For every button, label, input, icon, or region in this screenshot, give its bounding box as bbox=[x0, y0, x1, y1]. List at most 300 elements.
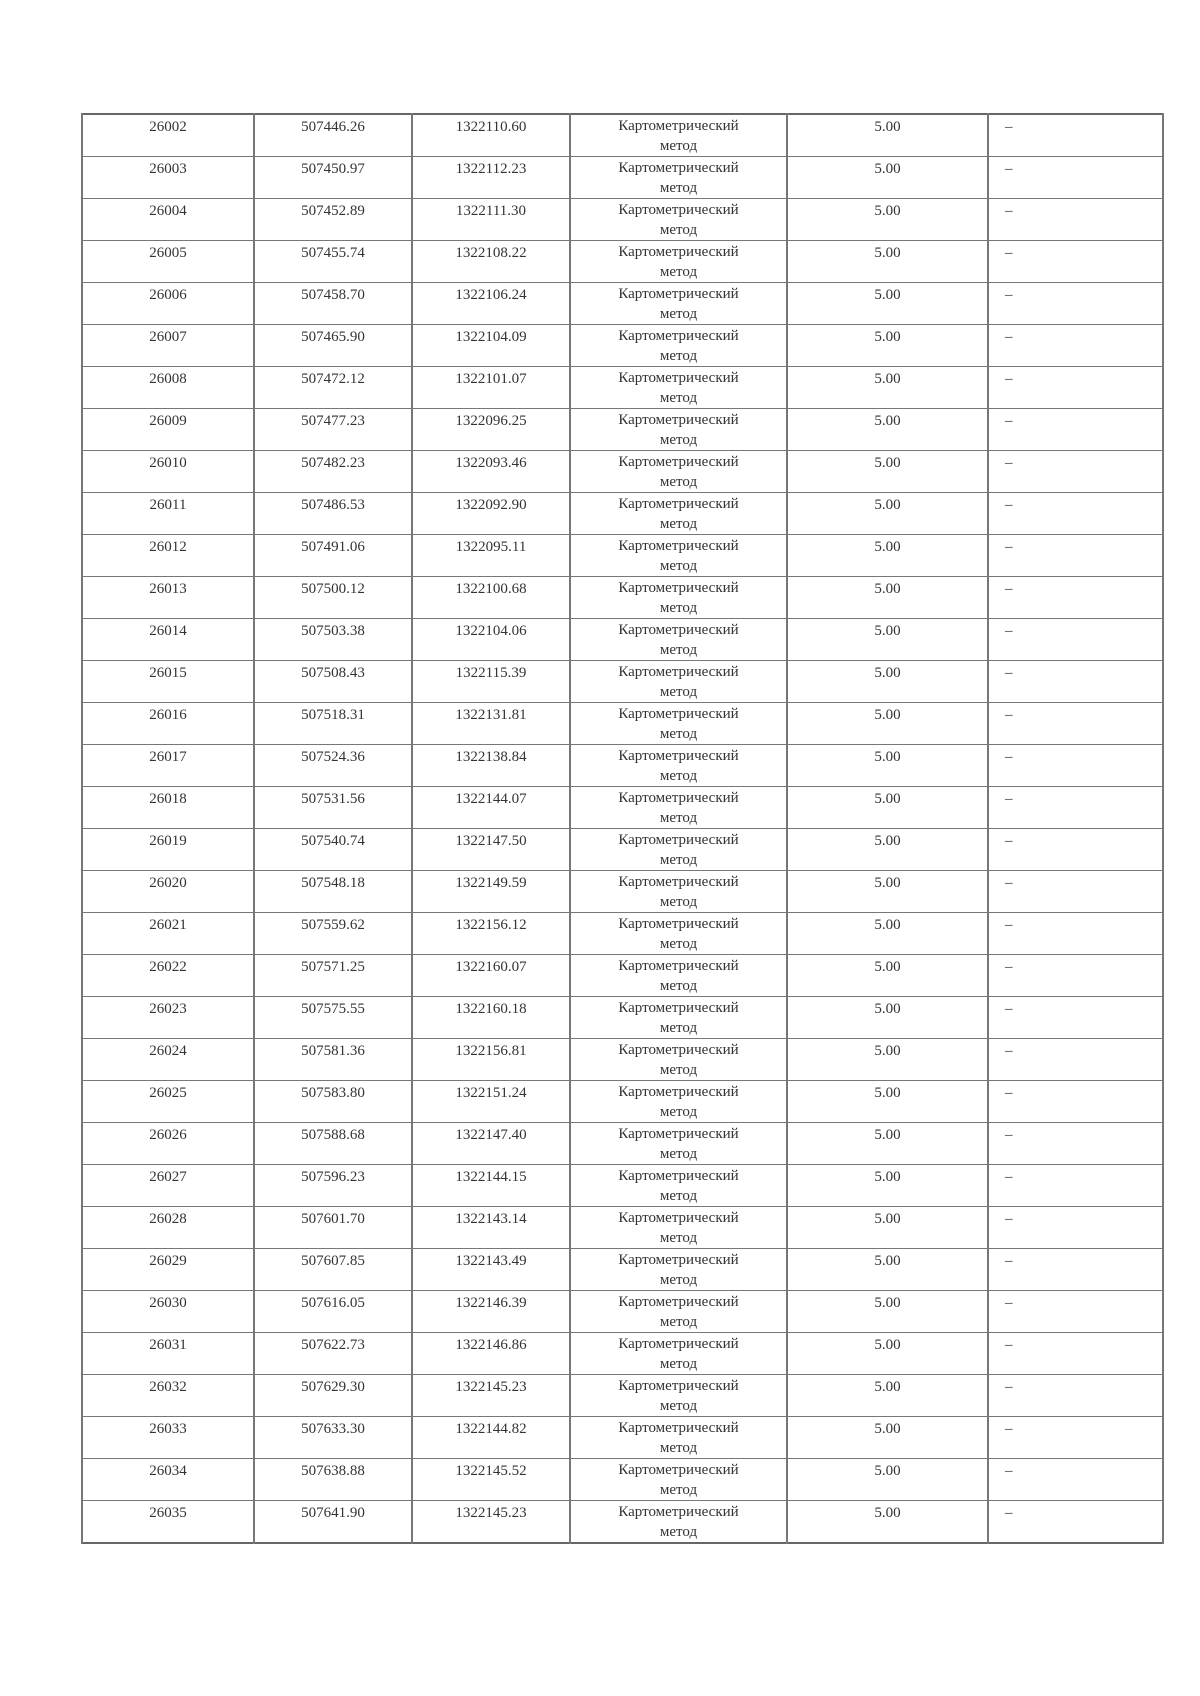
note-value: – bbox=[1005, 875, 1013, 891]
method-line-2: метод bbox=[659, 936, 698, 952]
accuracy-value: 5.00 bbox=[874, 875, 901, 891]
accuracy-value: 5.00 bbox=[874, 413, 901, 429]
method-cell bbox=[570, 1081, 787, 1123]
method-line-1: Картометрический bbox=[618, 1042, 739, 1058]
accuracy-value: 5.00 bbox=[874, 455, 901, 471]
method-line-1: Картометрический bbox=[618, 706, 739, 722]
note-value: – bbox=[1005, 1043, 1013, 1059]
x-coordinate-cell bbox=[254, 619, 412, 661]
y-coordinate: 1322145.23 bbox=[455, 1505, 527, 1521]
method-line-1: Картометрический bbox=[618, 412, 739, 428]
accuracy-cell bbox=[787, 619, 988, 661]
point-number: 26028 bbox=[149, 1211, 187, 1227]
note-value: – bbox=[1005, 329, 1013, 345]
y-coordinate: 1322146.39 bbox=[455, 1295, 527, 1311]
x-coordinate: 507450.97 bbox=[301, 161, 365, 177]
accuracy-cell bbox=[787, 114, 988, 157]
point-number-cell bbox=[82, 703, 254, 745]
point-number-cell bbox=[82, 1039, 254, 1081]
method-cell bbox=[570, 577, 787, 619]
accuracy-value: 5.00 bbox=[874, 497, 901, 513]
note-value: – bbox=[1005, 1085, 1013, 1101]
accuracy-value: 5.00 bbox=[874, 749, 901, 765]
x-coordinate: 507508.43 bbox=[301, 665, 365, 681]
note-cell bbox=[988, 114, 1163, 157]
point-number: 26013 bbox=[149, 581, 187, 597]
point-number-cell bbox=[82, 1375, 254, 1417]
accuracy-cell bbox=[787, 157, 988, 199]
method-cell bbox=[570, 829, 787, 871]
point-number: 26031 bbox=[149, 1337, 187, 1353]
method-cell bbox=[570, 661, 787, 703]
method-line-2: метод bbox=[659, 1146, 698, 1162]
x-coordinate: 507477.23 bbox=[301, 413, 365, 429]
method-line-2: метод bbox=[659, 1104, 698, 1120]
x-coordinate-cell bbox=[254, 325, 412, 367]
y-coordinate: 1322146.86 bbox=[455, 1337, 527, 1353]
note-value: – bbox=[1005, 1421, 1013, 1437]
method-cell bbox=[570, 787, 787, 829]
note-value: – bbox=[1005, 371, 1013, 387]
method-cell bbox=[570, 1333, 787, 1375]
x-coordinate: 507581.36 bbox=[301, 1043, 365, 1059]
note-cell bbox=[988, 577, 1163, 619]
note-cell bbox=[988, 1165, 1163, 1207]
x-coordinate-cell bbox=[254, 1207, 412, 1249]
point-number-cell bbox=[82, 325, 254, 367]
y-coordinate-cell bbox=[412, 325, 570, 367]
y-coordinate: 1322131.81 bbox=[455, 707, 527, 723]
point-number-cell bbox=[82, 451, 254, 493]
note-cell bbox=[988, 157, 1163, 199]
x-coordinate-cell bbox=[254, 451, 412, 493]
note-value: – bbox=[1005, 497, 1013, 513]
table-row bbox=[82, 997, 1163, 1039]
note-value: – bbox=[1005, 287, 1013, 303]
y-coordinate-cell bbox=[412, 1249, 570, 1291]
method-line-2: метод bbox=[659, 432, 698, 448]
table-row bbox=[82, 787, 1163, 829]
y-coordinate: 1322110.60 bbox=[455, 119, 527, 135]
x-coordinate: 507596.23 bbox=[301, 1169, 365, 1185]
y-coordinate: 1322095.11 bbox=[455, 539, 527, 555]
y-coordinate: 1322144.07 bbox=[455, 791, 527, 807]
method-cell bbox=[570, 997, 787, 1039]
x-coordinate-cell bbox=[254, 577, 412, 619]
accuracy-value: 5.00 bbox=[874, 1001, 901, 1017]
note-cell bbox=[988, 871, 1163, 913]
accuracy-value: 5.00 bbox=[874, 623, 901, 639]
method-cell bbox=[570, 367, 787, 409]
note-cell bbox=[988, 913, 1163, 955]
note-cell bbox=[988, 535, 1163, 577]
x-coordinate-cell bbox=[254, 1459, 412, 1501]
point-number: 26027 bbox=[149, 1169, 187, 1185]
method-line-2: метод bbox=[659, 264, 698, 280]
note-cell bbox=[988, 997, 1163, 1039]
x-coordinate-cell bbox=[254, 157, 412, 199]
point-number-cell bbox=[82, 1417, 254, 1459]
point-number-cell bbox=[82, 1459, 254, 1501]
accuracy-value: 5.00 bbox=[874, 539, 901, 555]
point-number: 26026 bbox=[149, 1127, 187, 1143]
accuracy-value: 5.00 bbox=[874, 833, 901, 849]
x-coordinate-cell bbox=[254, 1165, 412, 1207]
point-number-cell bbox=[82, 283, 254, 325]
method-line-2: метод bbox=[659, 726, 698, 742]
note-cell bbox=[988, 1459, 1163, 1501]
point-number: 26015 bbox=[149, 665, 187, 681]
method-line-2: метод bbox=[659, 1062, 698, 1078]
method-line-1: Картометрический bbox=[618, 1210, 739, 1226]
note-value: – bbox=[1005, 707, 1013, 723]
y-coordinate: 1322147.40 bbox=[455, 1127, 527, 1143]
y-coordinate-cell bbox=[412, 1291, 570, 1333]
x-coordinate: 507452.89 bbox=[301, 203, 365, 219]
accuracy-value: 5.00 bbox=[874, 1463, 901, 1479]
x-coordinate-cell bbox=[254, 745, 412, 787]
point-number: 26033 bbox=[149, 1421, 187, 1437]
method-line-2: метод bbox=[659, 138, 698, 154]
x-coordinate-cell bbox=[254, 997, 412, 1039]
method-line-1: Картометрический bbox=[618, 1252, 739, 1268]
method-line-2: метод bbox=[659, 1230, 698, 1246]
accuracy-value: 5.00 bbox=[874, 245, 901, 261]
method-cell bbox=[570, 157, 787, 199]
accuracy-cell bbox=[787, 1039, 988, 1081]
note-value: – bbox=[1005, 1505, 1013, 1521]
accuracy-cell bbox=[787, 787, 988, 829]
table-row bbox=[82, 1039, 1163, 1081]
note-value: – bbox=[1005, 1253, 1013, 1269]
table-row bbox=[82, 241, 1163, 283]
method-cell bbox=[570, 1165, 787, 1207]
note-value: – bbox=[1005, 1211, 1013, 1227]
method-cell bbox=[570, 325, 787, 367]
accuracy-cell bbox=[787, 1081, 988, 1123]
note-cell bbox=[988, 829, 1163, 871]
x-coordinate: 507465.90 bbox=[301, 329, 365, 345]
accuracy-value: 5.00 bbox=[874, 203, 901, 219]
accuracy-value: 5.00 bbox=[874, 287, 901, 303]
point-number: 26024 bbox=[149, 1043, 187, 1059]
accuracy-cell bbox=[787, 1459, 988, 1501]
note-cell bbox=[988, 409, 1163, 451]
y-coordinate-cell bbox=[412, 241, 570, 283]
y-coordinate: 1322096.25 bbox=[455, 413, 527, 429]
method-line-2: метод bbox=[659, 1314, 698, 1330]
accuracy-value: 5.00 bbox=[874, 161, 901, 177]
point-number: 26005 bbox=[149, 245, 187, 261]
method-line-1: Картометрический bbox=[618, 580, 739, 596]
accuracy-cell bbox=[787, 199, 988, 241]
y-coordinate: 1322160.07 bbox=[455, 959, 527, 975]
method-cell bbox=[570, 619, 787, 661]
accuracy-cell bbox=[787, 661, 988, 703]
method-cell bbox=[570, 199, 787, 241]
note-cell bbox=[988, 1123, 1163, 1165]
point-number-cell bbox=[82, 1501, 254, 1544]
x-coordinate-cell bbox=[254, 409, 412, 451]
method-line-2: метод bbox=[659, 222, 698, 238]
accuracy-cell bbox=[787, 1123, 988, 1165]
note-cell bbox=[988, 1039, 1163, 1081]
y-coordinate-cell bbox=[412, 1207, 570, 1249]
table-row bbox=[82, 1081, 1163, 1123]
point-number-cell bbox=[82, 745, 254, 787]
point-number: 26034 bbox=[149, 1463, 187, 1479]
method-line-1: Картометрический bbox=[618, 160, 739, 176]
method-cell bbox=[570, 1249, 787, 1291]
note-cell bbox=[988, 1417, 1163, 1459]
accuracy-value: 5.00 bbox=[874, 581, 901, 597]
x-coordinate: 507486.53 bbox=[301, 497, 365, 513]
table-row bbox=[82, 745, 1163, 787]
note-value: – bbox=[1005, 791, 1013, 807]
x-coordinate: 507491.06 bbox=[301, 539, 365, 555]
point-number-cell bbox=[82, 577, 254, 619]
table-row bbox=[82, 114, 1163, 157]
note-cell bbox=[988, 241, 1163, 283]
point-number-cell bbox=[82, 535, 254, 577]
point-number: 26017 bbox=[149, 749, 187, 765]
method-line-1: Картометрический bbox=[618, 328, 739, 344]
method-cell bbox=[570, 1039, 787, 1081]
method-cell bbox=[570, 1291, 787, 1333]
y-coordinate: 1322144.15 bbox=[455, 1169, 527, 1185]
point-number: 26008 bbox=[149, 371, 187, 387]
y-coordinate: 1322145.52 bbox=[455, 1463, 527, 1479]
y-coordinate: 1322156.81 bbox=[455, 1043, 527, 1059]
x-coordinate-cell bbox=[254, 787, 412, 829]
point-number: 26035 bbox=[149, 1505, 187, 1521]
x-coordinate-cell bbox=[254, 367, 412, 409]
method-line-2: метод bbox=[659, 1188, 698, 1204]
y-coordinate: 1322101.07 bbox=[455, 371, 527, 387]
y-coordinate: 1322143.49 bbox=[455, 1253, 527, 1269]
y-coordinate: 1322106.24 bbox=[455, 287, 527, 303]
accuracy-cell bbox=[787, 1333, 988, 1375]
method-line-1: Картометрический bbox=[618, 1084, 739, 1100]
coordinates-table-body bbox=[82, 114, 1163, 1543]
method-line-1: Картометрический bbox=[618, 1126, 739, 1142]
note-value: – bbox=[1005, 749, 1013, 765]
point-number: 26022 bbox=[149, 959, 187, 975]
method-line-1: Картометрический bbox=[618, 454, 739, 470]
table-row bbox=[82, 409, 1163, 451]
method-line-2: метод bbox=[659, 1272, 698, 1288]
x-coordinate: 507455.74 bbox=[301, 245, 365, 261]
table-row bbox=[82, 1207, 1163, 1249]
y-coordinate: 1322138.84 bbox=[455, 749, 527, 765]
x-coordinate: 507607.85 bbox=[301, 1253, 365, 1269]
accuracy-cell bbox=[787, 241, 988, 283]
point-number: 26004 bbox=[149, 203, 187, 219]
y-coordinate-cell bbox=[412, 535, 570, 577]
y-coordinate: 1322145.23 bbox=[455, 1379, 527, 1395]
y-coordinate: 1322111.30 bbox=[455, 203, 527, 219]
note-value: – bbox=[1005, 581, 1013, 597]
y-coordinate: 1322115.39 bbox=[455, 665, 527, 681]
x-coordinate-cell bbox=[254, 283, 412, 325]
table-row bbox=[82, 1333, 1163, 1375]
method-line-1: Картометрический bbox=[618, 286, 739, 302]
table-row bbox=[82, 1417, 1163, 1459]
method-line-1: Картометрический bbox=[618, 622, 739, 638]
note-value: – bbox=[1005, 917, 1013, 933]
y-coordinate: 1322156.12 bbox=[455, 917, 527, 933]
note-value: – bbox=[1005, 1295, 1013, 1311]
method-line-1: Картометрический bbox=[618, 1420, 739, 1436]
note-value: – bbox=[1005, 1463, 1013, 1479]
point-number: 26002 bbox=[149, 119, 187, 135]
x-coordinate: 507559.62 bbox=[301, 917, 365, 933]
note-cell bbox=[988, 1333, 1163, 1375]
method-line-2: метод bbox=[659, 978, 698, 994]
y-coordinate-cell bbox=[412, 493, 570, 535]
y-coordinate-cell bbox=[412, 409, 570, 451]
x-coordinate: 507641.90 bbox=[301, 1505, 365, 1521]
x-coordinate: 507446.26 bbox=[301, 119, 365, 135]
x-coordinate-cell bbox=[254, 829, 412, 871]
x-coordinate: 507472.12 bbox=[301, 371, 365, 387]
x-coordinate-cell bbox=[254, 955, 412, 997]
point-number-cell bbox=[82, 493, 254, 535]
accuracy-cell bbox=[787, 1417, 988, 1459]
point-number-cell bbox=[82, 157, 254, 199]
table-row bbox=[82, 1291, 1163, 1333]
table-row bbox=[82, 1459, 1163, 1501]
point-number-cell bbox=[82, 114, 254, 157]
accuracy-cell bbox=[787, 577, 988, 619]
table-row bbox=[82, 871, 1163, 913]
x-coordinate: 507531.56 bbox=[301, 791, 365, 807]
accuracy-cell bbox=[787, 829, 988, 871]
method-line-1: Картометрический bbox=[618, 244, 739, 260]
y-coordinate-cell bbox=[412, 871, 570, 913]
y-coordinate: 1322151.24 bbox=[455, 1085, 527, 1101]
point-number-cell bbox=[82, 1333, 254, 1375]
x-coordinate-cell bbox=[254, 1501, 412, 1544]
point-number-cell bbox=[82, 199, 254, 241]
table-row bbox=[82, 1165, 1163, 1207]
point-number: 26025 bbox=[149, 1085, 187, 1101]
accuracy-value: 5.00 bbox=[874, 329, 901, 345]
x-coordinate-cell bbox=[254, 114, 412, 157]
x-coordinate: 507500.12 bbox=[301, 581, 365, 597]
method-line-1: Картометрический bbox=[618, 916, 739, 932]
table-row bbox=[82, 199, 1163, 241]
accuracy-cell bbox=[787, 1291, 988, 1333]
method-line-1: Картометрический bbox=[618, 958, 739, 974]
table-row bbox=[82, 913, 1163, 955]
table-row bbox=[82, 1501, 1163, 1544]
accuracy-cell bbox=[787, 451, 988, 493]
note-cell bbox=[988, 745, 1163, 787]
note-value: – bbox=[1005, 245, 1013, 261]
method-line-2: метод bbox=[659, 642, 698, 658]
method-cell bbox=[570, 955, 787, 997]
y-coordinate: 1322147.50 bbox=[455, 833, 527, 849]
accuracy-cell bbox=[787, 955, 988, 997]
x-coordinate-cell bbox=[254, 1375, 412, 1417]
y-coordinate: 1322143.14 bbox=[455, 1211, 527, 1227]
x-coordinate-cell bbox=[254, 241, 412, 283]
accuracy-cell bbox=[787, 1375, 988, 1417]
method-line-2: метод bbox=[659, 474, 698, 490]
x-coordinate: 507638.88 bbox=[301, 1463, 365, 1479]
accuracy-value: 5.00 bbox=[874, 1295, 901, 1311]
method-cell bbox=[570, 451, 787, 493]
note-value: – bbox=[1005, 1169, 1013, 1185]
x-coordinate: 507503.38 bbox=[301, 623, 365, 639]
method-line-2: метод bbox=[659, 306, 698, 322]
method-line-1: Картометрический bbox=[618, 370, 739, 386]
accuracy-cell bbox=[787, 1249, 988, 1291]
y-coordinate-cell bbox=[412, 1459, 570, 1501]
note-cell bbox=[988, 1291, 1163, 1333]
y-coordinate-cell bbox=[412, 1375, 570, 1417]
x-coordinate-cell bbox=[254, 703, 412, 745]
method-line-1: Картометрический bbox=[618, 118, 739, 134]
x-coordinate-cell bbox=[254, 1417, 412, 1459]
y-coordinate-cell bbox=[412, 703, 570, 745]
accuracy-value: 5.00 bbox=[874, 1127, 901, 1143]
note-cell bbox=[988, 1207, 1163, 1249]
table-row bbox=[82, 157, 1163, 199]
point-number: 26014 bbox=[149, 623, 187, 639]
accuracy-cell bbox=[787, 871, 988, 913]
y-coordinate: 1322104.06 bbox=[455, 623, 527, 639]
y-coordinate-cell bbox=[412, 1123, 570, 1165]
method-cell bbox=[570, 703, 787, 745]
note-cell bbox=[988, 1249, 1163, 1291]
x-coordinate-cell bbox=[254, 661, 412, 703]
method-line-1: Картометрический bbox=[618, 1504, 739, 1520]
accuracy-cell bbox=[787, 913, 988, 955]
accuracy-cell bbox=[787, 283, 988, 325]
method-line-1: Картометрический bbox=[618, 748, 739, 764]
point-number: 26032 bbox=[149, 1379, 187, 1395]
method-line-1: Картометрический bbox=[618, 874, 739, 890]
point-number-cell bbox=[82, 1081, 254, 1123]
accuracy-cell bbox=[787, 1165, 988, 1207]
point-number-cell bbox=[82, 955, 254, 997]
note-cell bbox=[988, 1375, 1163, 1417]
note-cell bbox=[988, 619, 1163, 661]
note-cell bbox=[988, 955, 1163, 997]
method-line-2: метод bbox=[659, 894, 698, 910]
point-number-cell bbox=[82, 409, 254, 451]
method-line-1: Картометрический bbox=[618, 1462, 739, 1478]
y-coordinate: 1322112.23 bbox=[455, 161, 527, 177]
note-cell bbox=[988, 661, 1163, 703]
x-coordinate: 507571.25 bbox=[301, 959, 365, 975]
point-number-cell bbox=[82, 241, 254, 283]
y-coordinate-cell bbox=[412, 1333, 570, 1375]
y-coordinate-cell bbox=[412, 661, 570, 703]
y-coordinate-cell bbox=[412, 787, 570, 829]
x-coordinate-cell bbox=[254, 535, 412, 577]
note-value: – bbox=[1005, 623, 1013, 639]
method-cell bbox=[570, 241, 787, 283]
note-value: – bbox=[1005, 665, 1013, 681]
method-line-2: метод bbox=[659, 1440, 698, 1456]
x-coordinate: 507633.30 bbox=[301, 1421, 365, 1437]
x-coordinate-cell bbox=[254, 1249, 412, 1291]
table-row bbox=[82, 1375, 1163, 1417]
method-cell bbox=[570, 493, 787, 535]
